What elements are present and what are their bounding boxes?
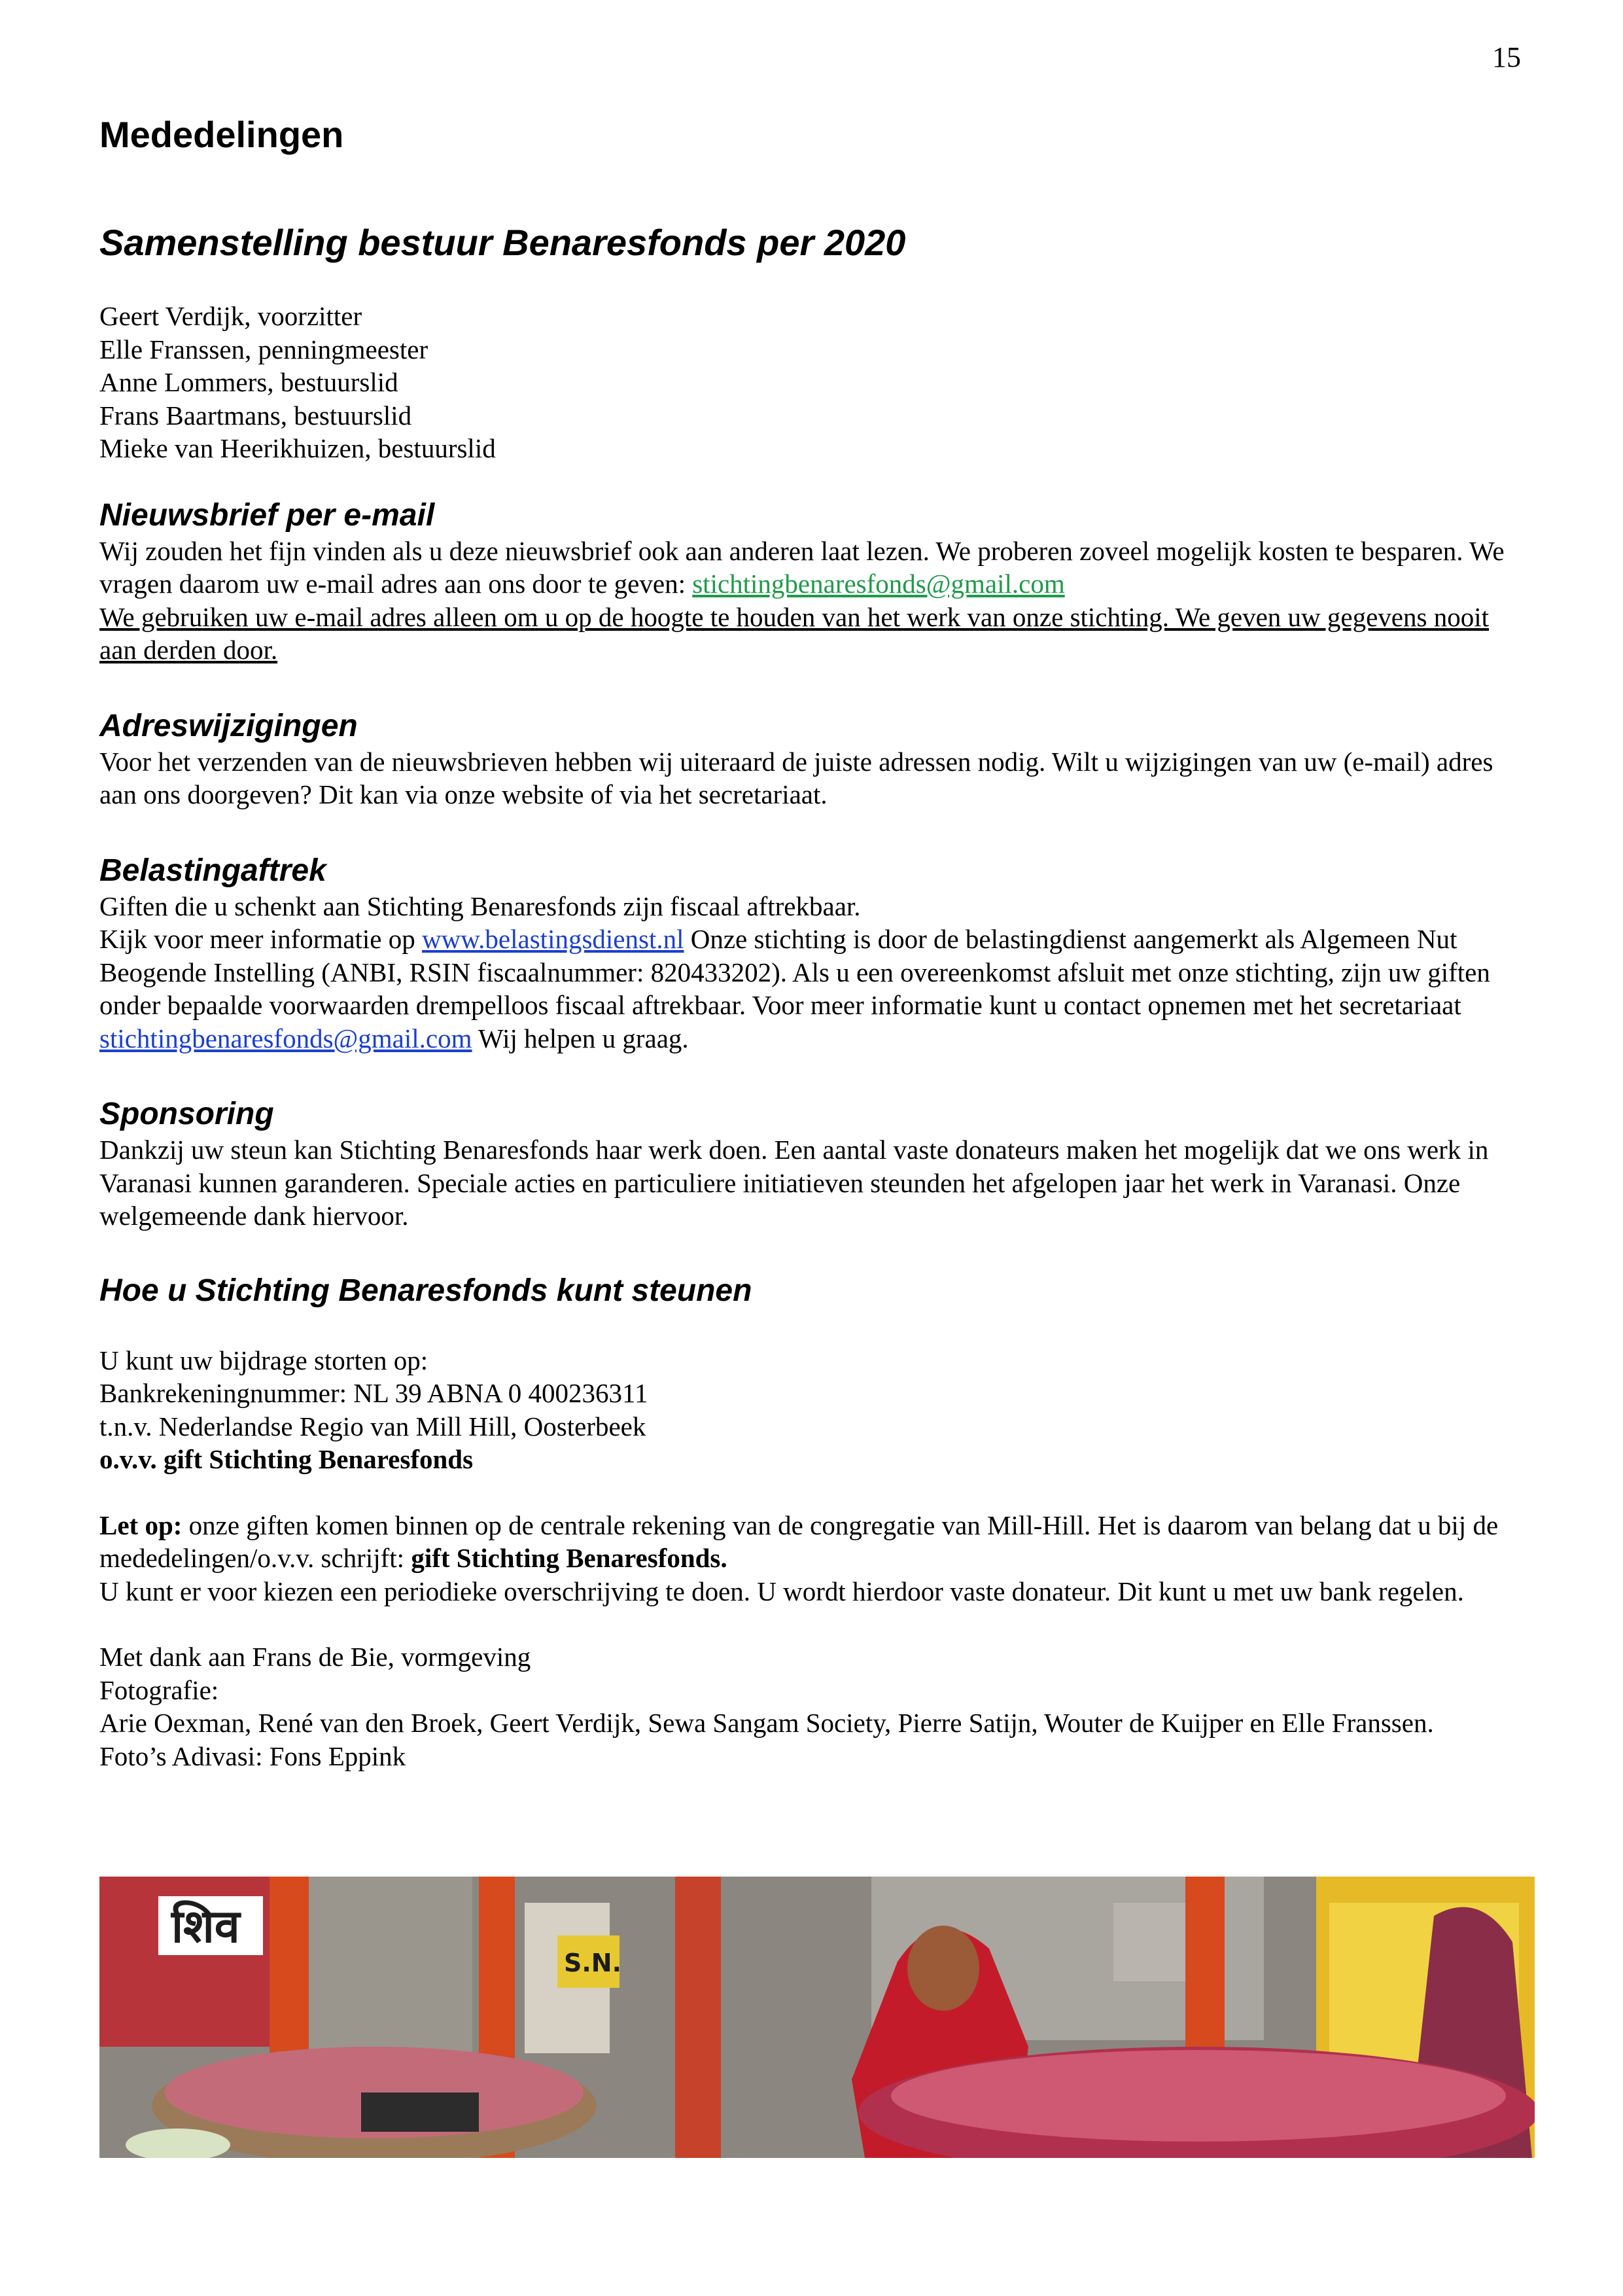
address-title: Adreswijzigingen <box>99 708 358 743</box>
note-text: onze giften komen binnen op de centrale rekening van de congregatie van Mill-Hill. Het is daarom van belang dat u bij de mededelingen/o.v.v. schrijft: <box>99 1510 1499 1574</box>
bank-line: U kunt uw bijdrage storten op: <box>99 1345 428 1375</box>
address-section <box>99 707 1532 811</box>
sign-box-text: S.N. <box>564 1949 622 1977</box>
board-member: Anne Lommers, bestuurslid <box>99 367 398 398</box>
market-photo <box>99 1877 1535 2158</box>
note-label: Let op: <box>99 1510 183 1540</box>
support-periodic: U kunt er voor kiezen een periodieke overschrijving te doen. U wordt hierdoor vaste donateur. Dit kunt u met uw bank regelen. <box>99 1576 1464 1606</box>
credit-design: Met dank aan Frans de Bie, vormgeving <box>99 1642 531 1672</box>
sponsoring-text: Dankzij uw steun kan Stichting Benaresfonds haar werk doen. Een aantal vaste donateurs maken het mogelijk dat we ons werk in Varanasi kunnen garanderen. Speciale acties en particuliere initiatieven steunden het afgelopen jaar het werk in Varanasi. Onze welgemeende dank hiervoor. <box>99 1135 1489 1231</box>
credit-photographers: Arie Oexman, René van den Broek, Geert Verdijk, Sewa Sangam Society, Pierre Satijn, Wouter de Kuijper en Elle Franssen. <box>99 1708 1434 1739</box>
tax-title: Belastingaftrek <box>99 853 326 888</box>
address-text: Voor het verzenden van de nieuwsbrieven hebben wij uiteraard de juiste adressen nodig. Wilt u wijzigingen van uw (e-mail) adres aan ons doorgeven? Dit kan via onze website of via het secretariaat. <box>99 746 1493 810</box>
credit-photo-label: Fotografie: <box>99 1674 219 1705</box>
tax-text <box>99 923 1532 1055</box>
newsletter-title: Nieuwsbrief per e-mail <box>99 497 435 533</box>
board-member: Elle Franssen, penningmeester <box>99 334 428 364</box>
newsletter-text <box>99 535 1532 601</box>
support-note <box>99 1509 1532 1575</box>
bank-reference: o.v.v. gift Stichting Benaresfonds <box>99 1444 474 1475</box>
credit-adivasi: Foto’s Adivasi: Fons Eppink <box>99 1740 406 1771</box>
tax-pre-link: Kijk voor meer informatie op <box>99 924 423 955</box>
newsletter-privacy: We gebruiken uw e-mail adres alleen om u op de hoogte te houden van het werk van onze stichting. We geven uw gegevens nooit aan derden door. <box>99 601 1489 665</box>
page-number: 15 <box>1492 41 1521 73</box>
tax-body: Onze stichting is door de belastingdienst aangemerkt als Algemeen Nut Beogende Instelling (ANBI, RSIN fiscaalnummer: 820433202). Als u een overeenkomst afsluit met onze stichting, zijn uw giften onder bepaalde voorwaarden drempelloos fiscaal aftrekbaar. Voor meer informatie kunt u contact opnemen met het secretariaat <box>99 924 1490 1021</box>
bank-details <box>99 1344 1532 1476</box>
newsletter-section <box>99 497 1532 667</box>
tax-section <box>99 852 1532 1055</box>
market-photo-illustration <box>99 1877 1535 2158</box>
tax-website-link[interactable]: www.belastingsdienst.nl <box>422 924 684 955</box>
page-heading: Mededelingen <box>99 114 344 155</box>
note-bold: gift Stichting Benaresfonds. <box>411 1543 727 1574</box>
document-body <box>99 113 1532 1773</box>
board-member: Frans Baartmans, bestuurslid <box>99 400 412 431</box>
support-section <box>99 1272 1532 1608</box>
board-member: Mieke van Heerikhuizen, bestuurslid <box>99 433 496 464</box>
tax-line1: Giften die u schenkt aan Stichting Benaresfonds zijn fiscaal aftrekbaar. <box>99 891 861 921</box>
sponsoring-section <box>99 1095 1532 1233</box>
sign-left-text: शिव <box>171 1899 240 1953</box>
board-member: Geert Verdijk, voorzitter <box>99 301 362 332</box>
board-members <box>99 300 1532 465</box>
newsletter-body: Wij zouden het fijn vinden als u deze nieuwsbrief ook aan anderen laat lezen. We proberen zoveel mogelijk kosten te besparen. We vragen daarom uw e-mail adres aan ons door te geven: <box>99 535 1505 599</box>
bank-line: t.n.v. Nederlandse Regio van Mill Hill, Oosterbeek <box>99 1411 646 1441</box>
sponsoring-title: Sponsoring <box>99 1097 274 1132</box>
tax-end: Wij helpen u graag. <box>472 1023 689 1053</box>
newsletter-email-link[interactable]: stichtingbenaresfonds@gmail.com <box>692 569 1065 599</box>
board-title: Samenstelling bestuur Benaresfonds per 2020 <box>99 222 906 264</box>
credits <box>99 1640 1532 1773</box>
support-title: Hoe u Stichting Benaresfonds kunt steunen <box>99 1273 752 1308</box>
bank-line: Bankrekeningnummer: NL 39 ABNA 0 400236311 <box>99 1378 648 1409</box>
tax-email-link[interactable]: stichtingbenaresfonds@gmail.com <box>99 1023 472 1053</box>
